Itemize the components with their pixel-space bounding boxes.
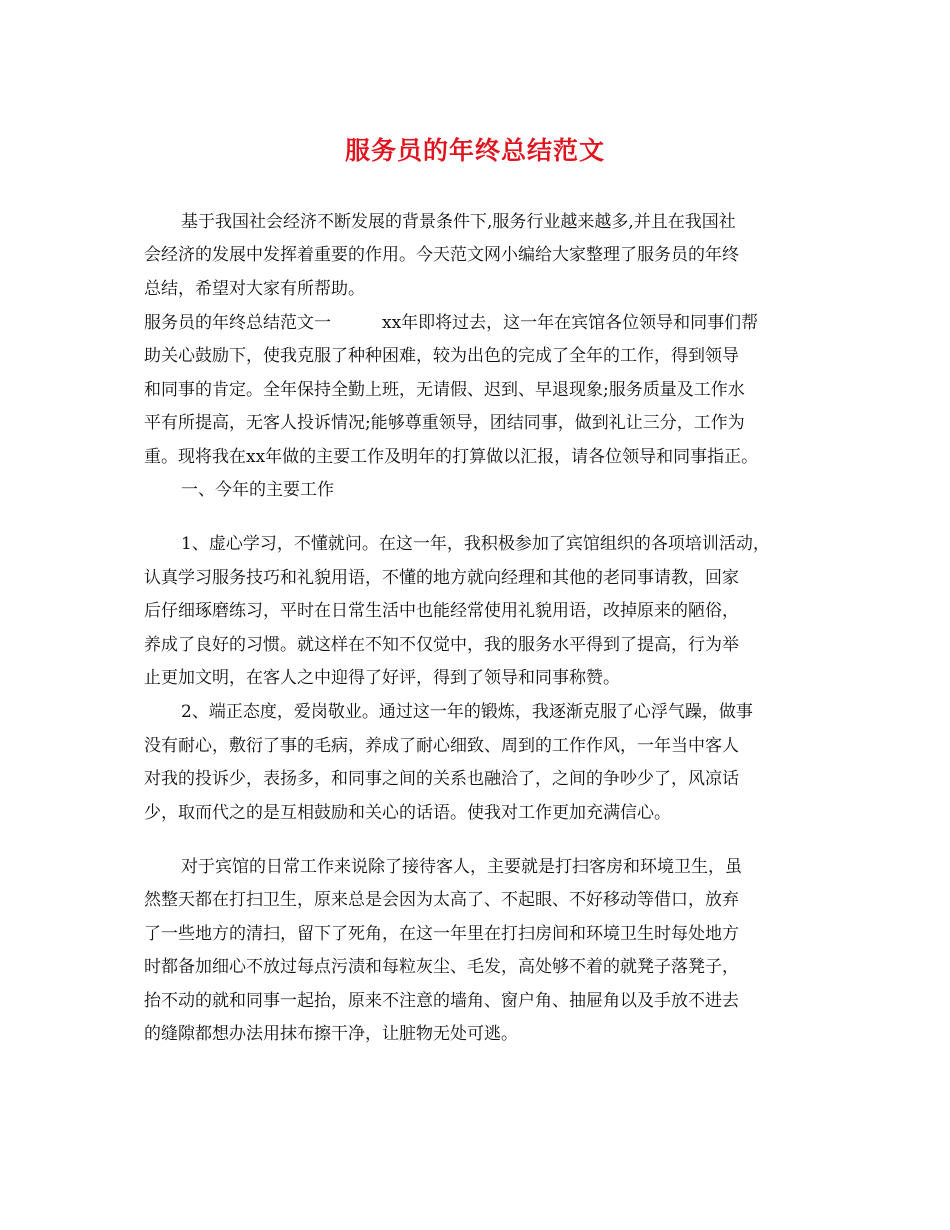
text-line — [0, 883, 950, 917]
line-text: 助关心鼓励下，使我克服了种种困难，较为出色的完成了全年的工作，得到领导 — [144, 346, 739, 366]
line-text: 基于我国社会经济不断发展的背景条件下,服务行业越来越多,并且在我国社 — [181, 212, 736, 232]
text-line — [0, 527, 950, 561]
text-line — [0, 796, 950, 830]
text-line — [0, 695, 950, 729]
text-line — [0, 594, 950, 628]
text-line — [0, 628, 950, 662]
text-line — [0, 950, 950, 984]
text-line — [0, 729, 950, 763]
text-line — [0, 473, 950, 507]
line-text: 然整天都在打扫卫生，原来总是会因为太高了、不起眼、不好移动等借口，放弃 — [144, 890, 739, 910]
text-line — [0, 339, 950, 373]
text-line — [0, 917, 950, 951]
text-line — [0, 661, 950, 695]
line-text: 会经济的发展中发挥着重要的作用。今天范文网小编给大家整理了服务员的年终 — [144, 245, 739, 265]
line-text: 少，取而代之的是互相鼓励和关心的话语。使我对工作更加充满信心。 — [144, 803, 671, 823]
text-line — [0, 440, 950, 474]
text-line — [0, 205, 950, 239]
text-line — [0, 306, 950, 340]
line-text: 对我的投诉少，表扬多，和同事之间的关系也融洽了，之间的争吵少了，风凉话 — [144, 769, 739, 789]
text-line — [0, 272, 950, 306]
line-text: 对于宾馆的日常工作来说除了接待客人，主要就是打扫客房和环境卫生，虽 — [181, 857, 742, 877]
line-text: 重。现将我在xx年做的主要工作及明年的打算做以汇报，请各位领导和同事指正。 — [144, 447, 759, 467]
line-text: 没有耐心，敷衍了事的毛病，养成了耐心细致、周到的工作作风，一年当中客人 — [144, 736, 739, 756]
line-text: 认真学习服务技巧和礼貌用语，不懂的地方就向经理和其他的老同事请教，回家 — [144, 568, 739, 588]
text-line — [0, 850, 950, 884]
line-text: xx年即将过去，这一年在宾馆各位领导和同事们帮 — [382, 313, 759, 333]
text-line — [0, 984, 950, 1018]
section-heading: 一、今年的主要工作 — [181, 480, 334, 500]
text-line — [0, 406, 950, 440]
line-text: 了一些地方的清扫，留下了死角，在这一年里在打扫房间和环境卫生时每处地方 — [144, 924, 739, 944]
line-text: 总结，希望对大家有所帮助。 — [144, 279, 365, 299]
line-text: 抬不动的就和同事一起抬，原来不注意的墙角、窗户角、抽屉角以及手放不进去 — [144, 991, 739, 1011]
text-line — [0, 238, 950, 272]
line-text: 和同事的肯定。全年保持全勤上班，无请假、迟到、早退现象;服务质量及工作水 — [144, 380, 745, 400]
line-text: 时都备加细心不放过每点污渍和每粒灰尘、毛发，高处够不着的就凳子落凳子， — [144, 957, 739, 977]
text-line — [0, 561, 950, 595]
line-text: 养成了良好的习惯。就这样在不知不仅觉中，我的服务水平得到了提高，行为举 — [144, 635, 739, 655]
text-line — [0, 762, 950, 796]
line-text: 平有所提高，无客人投诉情况;能够尊重领导，团结同事，做到礼让三分，工作为 — [144, 413, 745, 433]
line-text: 1、虚心学习，不懂就问。在这一年，我积极参加了宾馆组织的各项培训活动， — [181, 534, 770, 554]
text-line — [0, 373, 950, 407]
text-line — [0, 1017, 950, 1051]
document-title: 服务员的年终总结范文 — [344, 136, 605, 165]
section-heading: 服务员的年终总结范文一 — [144, 313, 331, 333]
line-text: 2、端正态度，爱岗敬业。通过这一年的锻炼，我逐渐克服了心浮气躁，做事 — [181, 702, 753, 722]
line-text: 止更加文明，在客人之中迎得了好评，得到了领导和同事称赞。 — [144, 668, 620, 688]
line-text: 的缝隙都想办法用抹布擦干净，让脏物无处可逃。 — [144, 1024, 518, 1044]
line-text: 后仔细琢磨练习，平时在日常生活中也能经常使用礼貌用语，改掉原来的陋俗， — [144, 601, 739, 621]
